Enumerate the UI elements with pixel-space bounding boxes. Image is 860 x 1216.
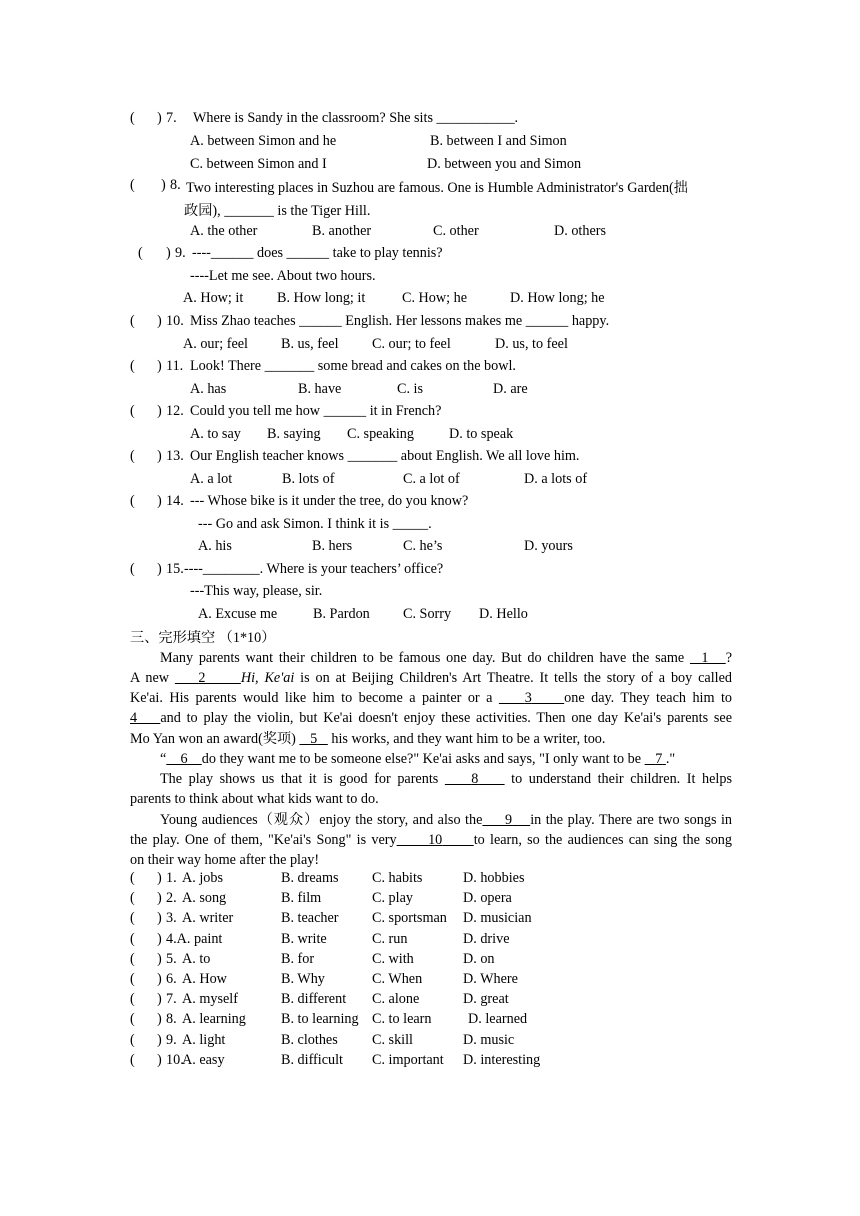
question-stem-continued: ----Let me see. About two hours. [190,268,376,284]
passage-text: do they want me to be someone else?" Ke'ai asks and says, "I only want to be [201,751,645,767]
question-stem-continued: --- Go and ask Simon. I think it is _____. [198,516,432,532]
passage-text: “ [160,751,167,767]
option-d: D. Hello [479,606,528,622]
question-stem: --- Whose bike is it under the tree, do you know? [190,493,469,509]
cloze-option-d: D. Where [463,971,518,987]
cloze-item-number: 9. [166,1032,177,1048]
blank-10[interactable]: 10 [428,832,443,848]
cloze-option-c: C. to learn [372,1011,432,1027]
passage-text: one day. They teach him to [564,690,733,706]
section-title: 三、完形填空 （1*10） [130,630,276,646]
answer-paren-close: ) [157,493,162,509]
option-a: A. between Simon and he [190,133,337,149]
cloze-item-number: 5. [166,951,177,967]
passage-text: is on at Beijing Children's Art Theatre. It tells the story of a boy called [294,670,732,686]
cloze-option-a: A. light [182,1032,226,1048]
cloze-option-c: C. skill [372,1032,413,1048]
question-number: 12. [166,403,184,419]
passage-text: in the play. There are two songs in [530,812,733,828]
option-d: D. others [554,223,607,239]
cloze-option-a: A. song [182,890,227,906]
question-stem-continued: ---This way, please, sir. [190,583,323,599]
question-number: 15. [166,561,184,577]
passage-text: ." [665,751,676,767]
question-stem: ----______ does ______ take to play tennis? [192,245,443,261]
cloze-option-a: A. easy [182,1052,225,1068]
option-b: B. have [298,381,342,397]
option-b: B. another [312,223,372,239]
question-number: 7. [166,110,177,126]
option-a: A. a lot [190,471,233,487]
option-b: B. between I and Simon [430,133,567,149]
option-d: D. between you and Simon [427,156,582,172]
cloze-option-c: C. play [372,890,413,906]
question-stem: Could you tell me how ______ it in French? [190,403,442,419]
answer-paren-open[interactable]: ( [130,931,135,947]
question-stem: ----________. Where is your teachers’ office? [184,561,444,577]
answer-paren-open[interactable]: ( [130,110,135,126]
question-stem: Miss Zhao teaches ______ English. Her lessons makes me ______ happy. [190,313,610,329]
option-a: A. the other [190,223,258,239]
answer-paren-open[interactable]: ( [130,991,135,1007]
cloze-option-b: B. different [281,991,347,1007]
cloze-option-c: C. important [372,1052,444,1068]
cloze-item-number: 2. [166,890,177,906]
passage-text: Mo Yan won an award(奖项) [130,731,300,747]
question-number: 9. [175,245,186,261]
cloze-option-c: C. sportsman [372,910,447,926]
option-d: D. How long; he [510,290,605,306]
cloze-option-c: C. run [372,931,408,947]
passage-text: ? [725,650,733,666]
option-d: D. a lots of [524,471,588,487]
passage-text: to understand their children. It helps [504,771,732,787]
answer-paren-close: ) [157,910,162,926]
option-d: D. us, to feel [495,336,568,352]
cloze-item-number: 3. [166,910,177,926]
answer-paren-close: ) [157,1052,162,1068]
cloze-option-b: B. Why [281,971,325,987]
cloze-option-a: paint [194,931,223,947]
cloze-option-d: D. learned [468,1011,528,1027]
cloze-option-c: C. alone [372,991,420,1007]
answer-paren-close: ) [157,561,162,577]
answer-paren-open[interactable]: ( [130,1011,135,1027]
cloze-option-d: D. great [463,991,509,1007]
question-number: 8. [170,177,181,193]
option-d: D. to speak [449,426,514,442]
option-c: C. he’s [403,538,443,554]
answer-paren-close: ) [157,971,162,987]
cloze-option-d: D. hobbies [463,870,525,886]
cloze-option-d: D. opera [463,890,512,906]
cloze-option-a: A. myself [182,991,238,1007]
cloze-option-a: A. How [182,971,227,987]
cloze-option-a: A. jobs [182,870,223,886]
cloze-option-c: C. habits [372,870,423,886]
answer-paren-close: ) [157,358,162,374]
option-c: C. a lot of [403,471,460,487]
cloze-option-a: A. writer [182,910,234,926]
answer-paren-close: ) [157,1032,162,1048]
question-number: 11. [166,358,184,374]
answer-paren-close: ) [157,110,162,126]
option-c: C. our; to feel [372,336,451,352]
cloze-option-d: D. music [463,1032,515,1048]
cloze-option-d: D. musician [463,910,532,926]
answer-paren-close: ) [157,1011,162,1027]
answer-paren-open[interactable]: ( [130,870,135,886]
cloze-option-b: B. dreams [281,870,339,886]
passage-text: the play. One of them, "Ke'ai's Song" is very [130,832,397,848]
answer-paren-open[interactable]: ( [130,971,135,987]
option-c: C. Sorry [403,606,452,622]
option-c: C. speaking [347,426,414,442]
question-number: 13. [166,448,184,464]
answer-paren-close: ) [157,931,162,947]
option-b: B. lots of [282,471,335,487]
question-stem: Two interesting places in Suzhou are famous. One is Humble Administrator's Garden(拙 [186,180,688,196]
question-stem: Our English teacher knows _______ about English. We all love him. [190,448,580,464]
answer-paren-close: ) [161,177,166,193]
cloze-option-b: B. teacher [281,910,339,926]
passage-text: parents to think about what kids want to do. [130,791,379,807]
cloze-option-d: D. drive [463,931,510,947]
answer-paren-open[interactable]: ( [130,1052,135,1068]
blank-5[interactable]: 5 [310,731,318,747]
option-a: A. Excuse me [198,606,278,622]
cloze-option-b: B. for [281,951,315,967]
passage-text: his works, and they want him to be a writer, too. [327,731,606,747]
cloze-option-b: B. film [281,890,322,906]
option-c: C. between Simon and I [190,156,327,172]
answer-paren-open[interactable]: ( [130,1032,135,1048]
answer-paren-open[interactable]: ( [130,561,135,577]
passage-text: The play shows us that it is good for parents [160,771,445,787]
answer-paren-open[interactable]: ( [130,910,135,926]
cloze-option-c: C. with [372,951,414,967]
question-number: 10. [166,313,184,329]
answer-paren-close: ) [157,991,162,1007]
answer-paren-close: ) [157,890,162,906]
cloze-item-number: 6. [166,971,177,987]
cloze-option-d: D. interesting [463,1052,541,1068]
blank-7[interactable]: 7 [655,751,663,767]
option-a: A. has [190,381,227,397]
blank-8[interactable]: 8 [471,771,479,787]
option-b: B. How long; it [277,290,366,306]
cloze-option-b: B. write [281,931,327,947]
cloze-option-d: D. on [463,951,495,967]
cloze-option-b: B. clothes [281,1032,338,1048]
option-d: D. yours [524,538,573,554]
cloze-option-a: A. learning [182,1011,246,1027]
cloze-option-c: C. When [372,971,423,987]
blank-3[interactable]: 3 [524,690,532,706]
cloze-option-b: B. to learning [281,1011,359,1027]
cloze-item-number: 7. [166,991,177,1007]
answer-paren-open[interactable]: ( [130,951,135,967]
passage-text: A new [130,670,175,686]
passage-text: Young audiences（观众）enjoy the story, and also the [160,812,483,828]
answer-paren-open[interactable]: ( [130,890,135,906]
option-b: B. us, feel [281,336,339,352]
option-c: C. other [433,223,479,239]
option-a: A. his [198,538,232,554]
blank-2[interactable]: 2 [198,670,206,686]
question-stem: Where is Sandy in the classroom? She sits ___________. [193,110,519,126]
question-number: 14. [166,493,184,509]
answer-paren-close: ) [157,951,162,967]
option-a: A. to say [190,426,241,442]
passage-text: Many parents want their children to be famous one day. But do children have the same [160,650,690,666]
blank-9[interactable]: 9 [505,812,513,828]
answer-paren-open[interactable]: ( [130,448,135,464]
answer-paren-close: ) [157,313,162,329]
cloze-item-number: 4.A. [166,931,191,947]
option-c: C. is [397,381,424,397]
answer-paren-open[interactable]: ( [130,403,135,419]
cloze-item-number: 10. [166,1052,184,1068]
blank-1[interactable]: 1 [701,650,709,666]
answer-paren-open[interactable]: ( [130,493,135,509]
option-b: B. hers [312,538,353,554]
option-c: C. How; he [402,290,468,306]
option-d: D. are [493,381,528,397]
cloze-option-a: A. to [182,951,211,967]
answer-paren-open[interactable]: ( [130,358,135,374]
question-stem: Look! There _______ some bread and cakes on the bowl. [190,358,516,374]
answer-paren-close: ) [157,403,162,419]
answer-paren-open[interactable]: ( [130,177,135,193]
play-title: Hi, Ke'ai [240,670,295,686]
passage-text: to learn, so the audiences can sing the song [473,832,732,848]
option-b: B. saying [267,426,321,442]
passage-text: on their way home after the play! [130,852,320,868]
answer-paren-open[interactable]: ( [138,245,143,261]
cloze-item-number: 1. [166,870,177,886]
question-stem-continued: 政园), _______ is the Tiger Hill. [184,203,371,219]
blank-6[interactable]: 6 [180,751,188,767]
passage-text: Ke'ai. His parents would like him to become a painter or a [130,690,499,706]
option-a: A. our; feel [183,336,249,352]
answer-paren-open[interactable]: ( [130,313,135,329]
answer-paren-close: ) [157,448,162,464]
passage-text: and to play the violin, but Ke'ai doesn't enjoy these activities. Then one day Ke'ai's parents see [160,710,733,726]
blank-4[interactable]: 4 [130,710,138,726]
answer-paren-close: ) [166,245,171,261]
option-b: B. Pardon [313,606,370,622]
answer-paren-close: ) [157,870,162,886]
cloze-item-number: 8. [166,1011,177,1027]
cloze-option-b: B. difficult [281,1052,344,1068]
option-a: A. How; it [183,290,244,306]
